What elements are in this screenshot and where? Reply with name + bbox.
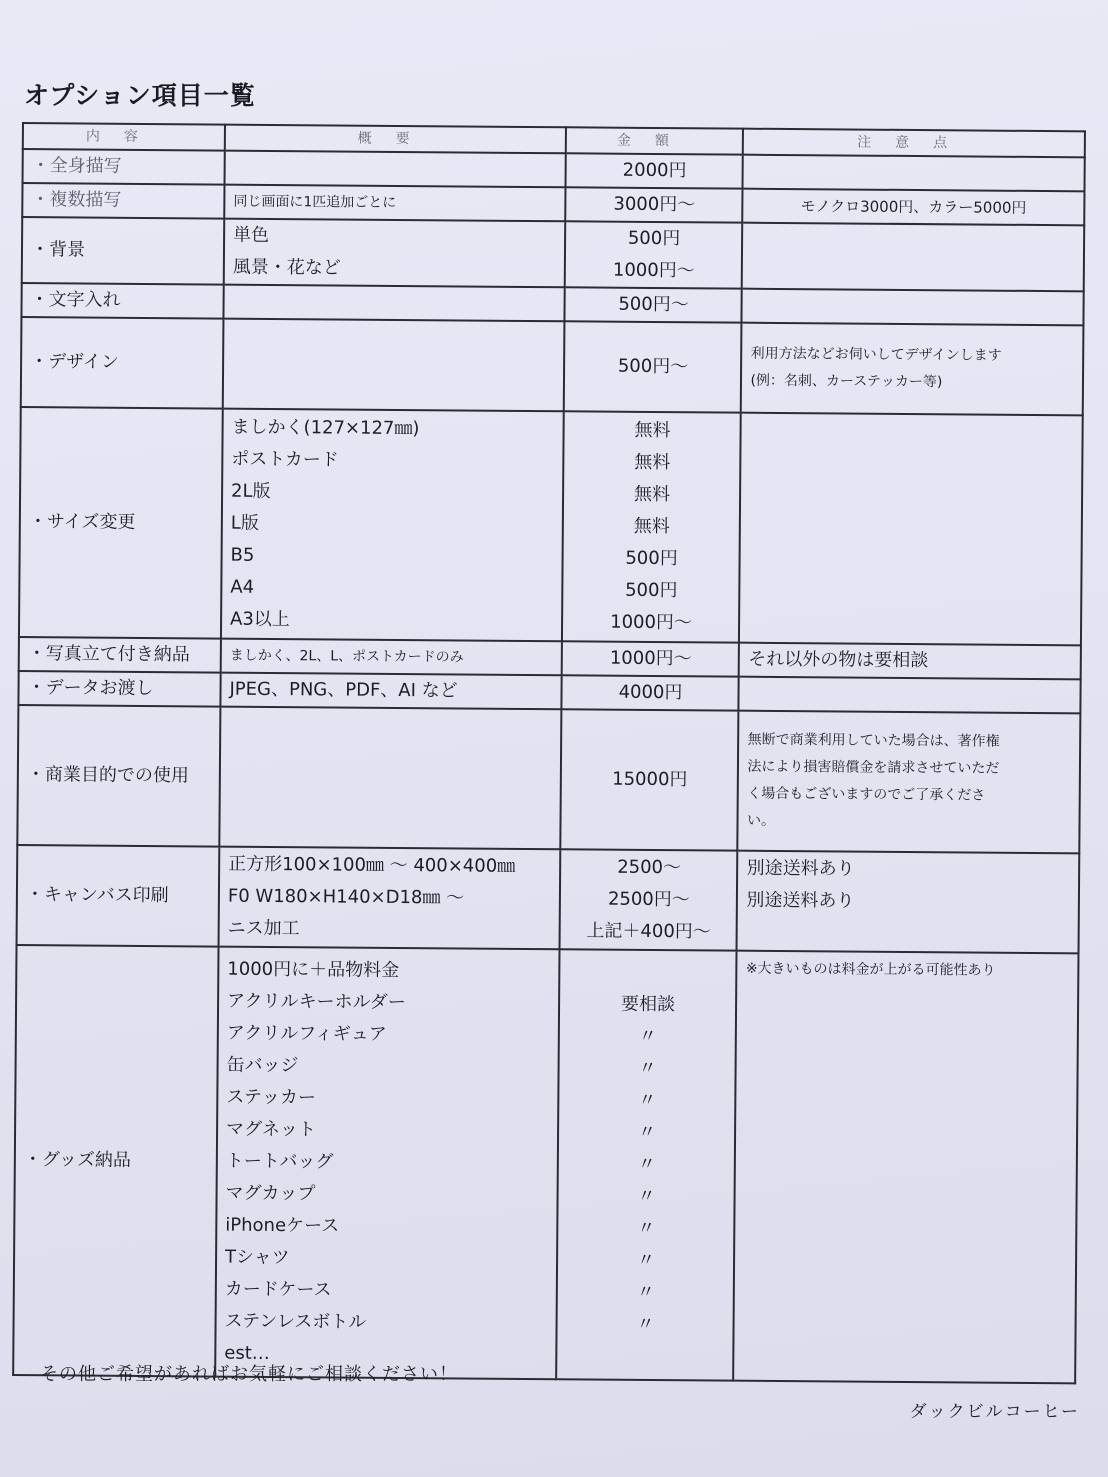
option-summary-line: [229, 761, 553, 796]
option-summary: [221, 639, 563, 676]
option-name: ・データお渡し: [18, 671, 220, 707]
page-title: オプション項目一覧: [24, 81, 256, 110]
option-price-line: 500円: [625, 547, 678, 570]
option-price-line: 〃: [637, 1121, 657, 1144]
option-summary: [224, 219, 566, 288]
option-price-line: 〃: [638, 1057, 657, 1080]
option-name: ・全身描写: [23, 149, 225, 185]
option-note-line: く場合もございますのでご了承くださ: [747, 785, 986, 804]
option-name: ・複数描写: [22, 183, 224, 219]
option-price-line: [569, 956, 728, 989]
footer-note: その他ご希望があればお気軽にご相談ください！: [40, 1364, 458, 1385]
option-summary: [224, 185, 566, 222]
option-price-line: 500円: [625, 579, 678, 602]
option-summary-line: マグネット: [225, 1118, 316, 1141]
option-summary-line: ステンレスボトル: [224, 1310, 367, 1333]
option-price: [561, 709, 739, 850]
table-row: [17, 845, 1080, 953]
option-price-line: 〃: [637, 1153, 656, 1176]
option-price-line: 1000円～: [610, 611, 693, 634]
option-note-line: 別途送料あり: [746, 857, 855, 880]
option-summary-line: [232, 348, 556, 383]
option-note: [743, 189, 1085, 226]
option-price-line: 〃: [637, 1217, 656, 1240]
option-summary-line: est…: [224, 1342, 270, 1364]
header-price: 金額: [566, 127, 743, 154]
option-note-line: ※大きいものは料金が上がる可能性あり: [745, 960, 996, 979]
option-note: [743, 155, 1085, 192]
option-price-line: 要相談: [620, 993, 676, 1016]
option-summary-line: 1000円に＋品物料金: [227, 958, 400, 981]
option-summary-line: [234, 152, 558, 187]
option-name: ・デザイン: [21, 317, 224, 409]
option-summary-line: 風景・花など: [232, 256, 341, 279]
option-summary-line: アクリルキーホルダー: [227, 990, 406, 1014]
option-summary-line: ステッカー: [226, 1086, 317, 1109]
option-price-line: 500円～: [618, 293, 689, 316]
option-note-line: [748, 678, 1072, 713]
option-summary: [221, 409, 564, 642]
option-summary-line: マグカップ: [225, 1182, 316, 1205]
option-price: [560, 849, 738, 950]
option-price: [562, 411, 741, 642]
option-price: [564, 321, 742, 412]
option-summary-line: アクリルフィギュア: [226, 1022, 387, 1045]
option-price-line: 3000円～: [613, 193, 696, 216]
option-name: ・グッズ納品: [13, 945, 218, 1377]
option-price-line: [566, 1340, 725, 1373]
option-price: [566, 187, 743, 222]
option-price-line: 無料: [634, 451, 671, 474]
option-price-line: 無料: [633, 483, 671, 506]
option-note-line: それ以外の物は要相談: [748, 648, 929, 672]
option-note-line: [751, 240, 1075, 275]
option-name: ・サイズ変更: [19, 407, 223, 639]
option-price: [565, 221, 743, 288]
option-summary: [223, 319, 565, 412]
option-price-line: 〃: [638, 1025, 657, 1048]
option-summary-line: カードケース: [224, 1278, 332, 1301]
option-price-line: 2500～: [617, 856, 682, 879]
option-price-line: 4000円: [618, 681, 683, 704]
header-item: 内容: [23, 123, 225, 151]
option-summary: [224, 151, 566, 188]
option-price: [566, 153, 743, 188]
option-price-line: 1000円～: [609, 647, 692, 670]
header-summary: 概要: [225, 125, 567, 154]
option-price-line: 1000円～: [612, 259, 695, 282]
option-summary-line: ましかく、2L、L、ポストカードのみ: [229, 647, 464, 666]
option-note-line: モノクロ3000円、カラー5000円: [800, 197, 1027, 217]
option-name: ・文字入れ: [21, 283, 223, 319]
option-price: [562, 641, 739, 676]
option-note-line: (例：名刺、カーステッカー等): [750, 372, 943, 391]
option-summary-line: 2L版: [231, 480, 271, 502]
option-summary-line: A4: [230, 576, 255, 598]
option-summary-line: [232, 286, 556, 321]
option-summary-line: ポストカード: [231, 448, 339, 471]
option-summary-line: L版: [230, 512, 259, 534]
option-summary-line: F0 W180×H140×D18㎜ ～: [227, 885, 465, 909]
option-price-line: 無料: [633, 515, 670, 538]
options-table: [12, 122, 1086, 1384]
option-price: [562, 675, 739, 710]
option-summary-line: ニス加工: [227, 917, 300, 940]
option-price: [565, 287, 742, 322]
option-price-line: 15000円: [612, 768, 688, 791]
option-note-line: [746, 917, 1070, 952]
table-row: [17, 705, 1080, 853]
option-summary-line: 缶バッジ: [226, 1054, 299, 1077]
table-row: [19, 407, 1083, 645]
option-summary: [219, 847, 561, 950]
option-summary-line: B5: [230, 544, 255, 566]
option-note: [739, 643, 1081, 680]
option-price-line: 〃: [636, 1249, 656, 1272]
option-price-line: 〃: [636, 1313, 655, 1336]
option-price-line: 〃: [636, 1281, 655, 1304]
option-note: [741, 323, 1083, 416]
option-note-line: [752, 156, 1076, 191]
option-price-line: 〃: [637, 1185, 656, 1208]
option-summary: [220, 673, 562, 710]
option-summary: [223, 285, 565, 322]
option-note-line: 別途送料あり: [746, 889, 855, 912]
option-note: [739, 677, 1081, 714]
option-price-line: 2500円～: [607, 888, 690, 911]
option-note-line: [749, 512, 1073, 547]
option-price-line: 2000円: [622, 159, 687, 182]
option-summary-line: iPhoneケース: [225, 1214, 340, 1237]
option-summary-line: JPEG、PNG、PDF、AI など: [229, 678, 458, 702]
option-note-line: 無断で商業利用していた場合は、著作権: [747, 731, 1000, 750]
option-summary-line: Tシャツ: [224, 1246, 290, 1269]
option-name: ・背景: [22, 217, 224, 285]
shop-name: ダックビルコーヒー: [909, 1402, 1080, 1422]
option-summary-line: 単色: [233, 224, 270, 246]
option-price-line: 無料: [634, 419, 671, 442]
option-summary-line: トートバッグ: [225, 1150, 334, 1173]
option-summary-line: ましかく(127×127㎜): [231, 416, 420, 440]
option-note-line: い。: [746, 812, 776, 829]
option-note: [738, 711, 1081, 854]
option-summary: [219, 707, 562, 850]
option-note: [737, 851, 1079, 954]
table-row: [13, 945, 1078, 1383]
option-note: [739, 413, 1082, 646]
option-summary-line: 同じ画面に1匹追加ごとに: [233, 193, 397, 211]
table-row: [21, 317, 1084, 415]
table-row: [22, 217, 1084, 291]
option-summary: [215, 947, 560, 1380]
option-price-line: 上記＋400円～: [586, 920, 711, 943]
option-note-line: 利用方法などお伺いしてデザインします: [750, 345, 1002, 364]
option-summary-line: A3以上: [230, 608, 290, 631]
option-name: ・写真立て付き納品: [19, 637, 221, 673]
option-note-line: [751, 290, 1075, 325]
option-name: ・商業目的での使用: [17, 705, 220, 847]
option-price-line: 500円～: [617, 355, 689, 378]
option-summary-line: 正方形100×100㎜ ～ 400×400㎜: [228, 853, 516, 877]
header-note: 注意点: [743, 129, 1085, 158]
option-note: [734, 951, 1079, 1384]
option-note: [742, 289, 1084, 326]
option-note: [742, 223, 1084, 292]
option-price-line: 500円: [627, 227, 681, 250]
option-name: ・キャンバス印刷: [17, 845, 220, 947]
option-price: [557, 949, 737, 1380]
option-price-line: 〃: [638, 1089, 657, 1112]
option-note-line: 法により損害賠償金を請求させていただ: [747, 758, 1000, 777]
